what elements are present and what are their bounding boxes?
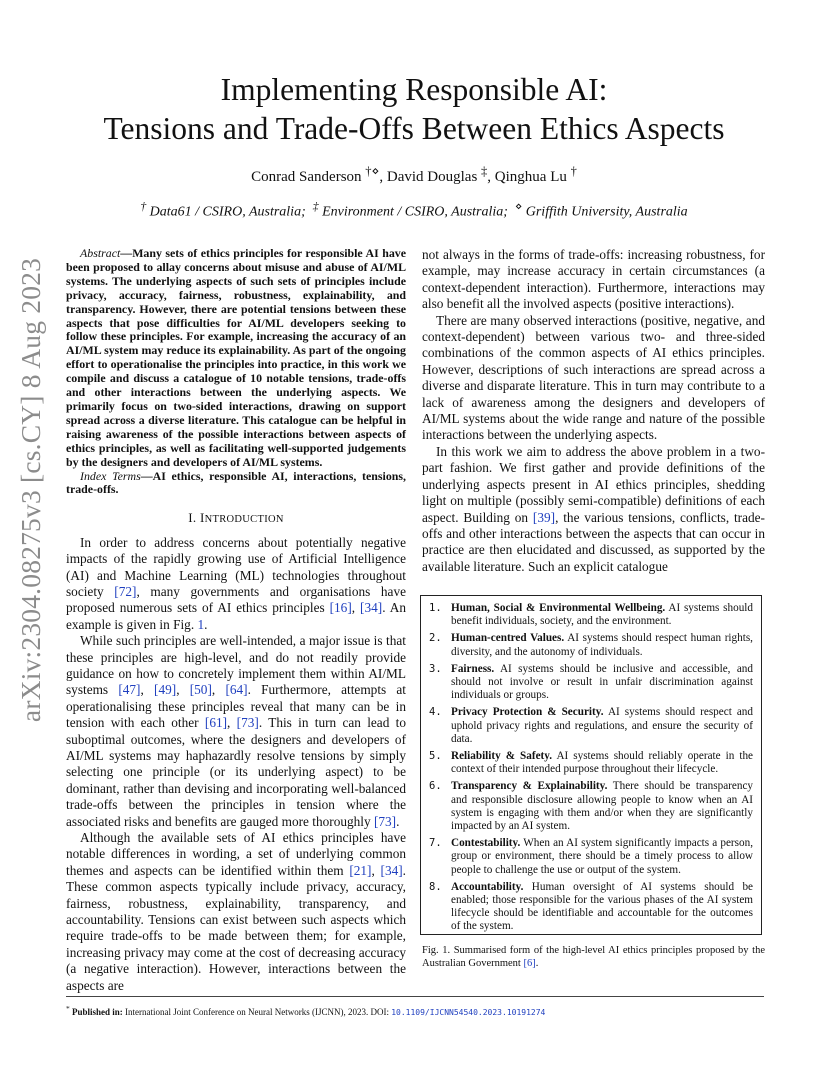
item-title: Accountability.: [451, 880, 524, 893]
item-text: AI systems should respect and uphold privacy rights and regulations, and ensure the security of data.: [451, 706, 753, 745]
principle-item: [427, 881, 753, 934]
item-number: 5.: [429, 750, 442, 763]
intro-paragraph-2: [66, 633, 406, 830]
affil-1: Data61 / CSIRO, Australia;: [149, 204, 306, 220]
text-run: ,: [140, 682, 155, 698]
figure-1-caption: [422, 945, 765, 970]
text-run: While such principles are well-intended, a major issue is that these principles are high-level, and do not readily provide guidance on how to concretely implement them within AI/ML systems: [66, 633, 406, 698]
figure-link[interactable]: 1: [197, 616, 205, 632]
citation-link[interactable]: [6]: [523, 957, 536, 969]
citation-link[interactable]: [73]: [373, 813, 397, 829]
affiliations: [60, 199, 768, 221]
footnote-rule: [66, 996, 764, 997]
intro-paragraph-1: [66, 535, 406, 633]
paper-title: [60, 70, 768, 148]
citation-link[interactable]: [16]: [329, 600, 352, 616]
principle-item: [427, 602, 753, 628]
text-run: . Furthermore, attempts at operationalising these principles reveal that many can be in tension with each other: [66, 682, 406, 731]
text-run: , many governments and organisations have proposed numerous sets of AI ethics principles: [66, 583, 406, 616]
arxiv-stamp-text: arXiv:2304.08275v3 [cs.CY] 8 Aug 2023: [15, 257, 46, 723]
item-text: AI systems should respect human rights, diversity, and the autonomy of individuals.: [451, 632, 753, 658]
item-number: 8.: [429, 880, 442, 893]
item-title: Fairness.: [451, 662, 495, 675]
section-title-first: I: [199, 510, 205, 526]
author-2-mark: ‡: [481, 164, 488, 178]
intro-paragraph-6: [422, 444, 765, 575]
item-text: Human oversight of AI systems should be enabled; those responsible for the various phases of the AI system lifecycle should be identifiable and accountable for the outcomes of the system.: [451, 880, 753, 933]
affil-2-mark: ‡: [312, 200, 319, 213]
text-run: , the various tensions, conflicts, trade-offs and other interactions between the aspects that can occur in practice are then elucidated and discussed, as supported by the available literature. Such an explicit catalogue: [422, 509, 765, 574]
principle-item: [427, 837, 753, 877]
section-title-rest: NTRODUCTION: [204, 514, 284, 526]
item-number: 1.: [429, 602, 442, 614]
item-text: AI systems should reliably operate in the context of their intended purpose throughout their lifecycle.: [451, 750, 753, 776]
arxiv-stamp: [6, 255, 56, 725]
item-title: Transparency & Explainability.: [451, 780, 608, 793]
text-run: .: [396, 813, 400, 829]
caption-end: .: [535, 957, 539, 969]
item-number: 6.: [429, 780, 442, 793]
item-title: Human, Social & Environmental Wellbeing.: [451, 602, 666, 614]
affil-3: Griffith University, Australia: [525, 204, 688, 220]
item-number: 2.: [429, 632, 442, 645]
text-run: . These common aspects typically include privacy, accuracy, fairness, robustness, explainability, transparency, and accountability. Tensions can exist between such aspects which require trade-offs to be made between them; for example, increasing privacy may come at the cost of decreasing accuracy (a negative interaction). However, interactions between the aspects are: [66, 862, 406, 993]
item-number: 7.: [429, 837, 442, 850]
text-run: ,: [227, 715, 237, 731]
author-3-mark: †: [570, 164, 577, 178]
text-run: In this work we aim to address the above problem in a two-part fashion. We first gather and provide definitions of the underlying aspects present in AI ethics principles, shedding light on multiple (possibly semi-compatible) definitions of each aspect. Building on: [422, 443, 765, 525]
text-run: ,: [176, 682, 190, 698]
author-3: Qinghua Lu: [494, 169, 567, 185]
text-run: Although the available sets of AI ethics principles have notable differences in wording, a set of underlying common themes and aspects can be identified within them: [66, 830, 406, 878]
item-title: Human-centred Values.: [451, 632, 565, 645]
text-run: ,: [371, 862, 381, 878]
section-heading: [66, 510, 406, 528]
caption-text: Summarised form of the high-level AI ethics principles proposed by the Australian Government: [422, 945, 765, 969]
affil-1-mark: †: [140, 200, 147, 213]
text-run: ,: [351, 600, 361, 616]
left-column: [66, 247, 406, 994]
citation-link[interactable]: [64]: [225, 682, 248, 698]
text-run: In order to address concerns about potentially negative impacts of the rapidly growing use of Artificial Intelligence (AI) and Machine Learning (ML) technologies throughout society: [66, 534, 406, 599]
item-text: AI systems should benefit individuals, society, and the environment.: [451, 602, 753, 628]
item-title: Contestability.: [451, 837, 521, 850]
item-number: 3.: [429, 662, 442, 675]
abstract-label: Abstract: [80, 246, 121, 260]
citation-link[interactable]: [61]: [204, 715, 228, 731]
item-text: AI systems should be inclusive and accessible, and should not involve or result in unfair discrimination against individuals or groups.: [451, 662, 753, 702]
text-run: .: [204, 616, 208, 632]
principle-item: [427, 750, 753, 776]
citation-link[interactable]: [34]: [360, 600, 383, 616]
text-run: . This in turn can lead to suboptimal outcomes, where the designers and developers of AI/ML systems may haphazardly resolve tensions by simply selecting one principle (or its underlying aspect) to be dominant, rather than devising and incorporating well-balanced trade-offs between the principles in tension where the associated risks and benefits are gauged more thoroughly: [66, 715, 406, 829]
author-1-mark: †⋄: [365, 164, 380, 178]
author-1: Conrad Sanderson: [251, 169, 362, 185]
index-terms-text: —AI ethics, responsible AI, interactions, tensions, trade-offs.: [66, 468, 406, 497]
affil-2: Environment / CSIRO, Australia;: [322, 204, 508, 220]
author-2: David Douglas: [386, 169, 478, 185]
principle-item: [427, 632, 753, 658]
title-line-2: Tensions and Trade-Offs Between Ethics Aspects: [103, 111, 725, 146]
citation-link[interactable]: [39]: [532, 509, 556, 525]
text-run: . An example is given in Fig.: [66, 600, 406, 632]
principles-list: [427, 602, 753, 934]
footnote: [66, 1004, 764, 1017]
principle-item: [427, 663, 753, 703]
footnote-mark: *: [66, 1004, 70, 1013]
right-column: [422, 247, 765, 575]
index-terms: [66, 470, 406, 498]
title-line-1: Implementing Responsible AI:: [220, 72, 608, 107]
citation-link[interactable]: [73]: [236, 715, 259, 731]
figure-1-box: [420, 595, 762, 935]
principle-item: [427, 706, 753, 746]
section-number: I.: [188, 510, 197, 526]
item-title: Privacy Protection & Security.: [451, 706, 604, 719]
item-text: There should be transparency and responsible disclosure allowing people to know when an AI system is engaging with them and/or when they are significantly impacted by an AI system.: [451, 780, 754, 833]
abstract: [66, 247, 406, 470]
citation-link[interactable]: [21]: [349, 862, 372, 878]
item-text: When an AI system significantly impacts a person, group or environment, there should be a timely process to allow people to challenge the use or output of the system.: [451, 837, 753, 876]
item-title: Reliability & Safety.: [451, 750, 553, 763]
citation-link[interactable]: [49]: [154, 682, 177, 698]
principle-item: [427, 780, 753, 833]
item-number: 4.: [429, 706, 442, 719]
citation-link[interactable]: [50]: [189, 682, 212, 698]
intro-paragraph-4: not always in the forms of trade-offs: increasing robustness, for example, may increase accuracy in certain circumstances (a context-dependent interaction). Furthermore, interactions may also benefit all the involved aspects (positive interactions).: [422, 247, 765, 312]
footnote-text: International Joint Conference on Neural Networks (IJCNN), 2023. DOI:: [122, 1007, 392, 1017]
caption-label: Fig. 1.: [422, 945, 451, 956]
intro-paragraph-5: There are many observed interactions (positive, negative, and context-dependent) between various two- and three-sided combinations of the common aspects of AI ethics principles. However, descriptions of such interactions are spread across a diverse and disparate literature. This in turn may contribute to a lack of awareness among the designers and developers of AI/ML systems about the wide range and nature of the possible interactions between the underlying aspects.: [422, 312, 765, 443]
doi-link[interactable]: 10.1109/IJCNN54540.2023.10191274: [391, 1008, 546, 1017]
text-run: ,: [211, 682, 226, 698]
citation-link[interactable]: [34]: [380, 862, 403, 878]
citation-link[interactable]: [47]: [118, 682, 141, 698]
affil-3-mark: ⋄: [514, 200, 523, 213]
author-list: Conrad Sanderson †⋄, David Douglas ‡, Qinghua Lu †: [251, 164, 577, 185]
intro-paragraph-3: [66, 830, 406, 994]
footnote-label: Published in:: [72, 1007, 123, 1017]
citation-link[interactable]: [72]: [114, 583, 137, 599]
index-terms-label: Index Terms: [80, 468, 141, 483]
abstract-text: —Many sets of ethics principles for responsible AI have been proposed to allay concerns about misuse and abuse of AI/ML systems. The underlying aspects of such sets of principles include privacy, accuracy, fairness, robustness, explainability, and transparency. However, there are potential tensions between these aspects that pose difficulties for AI/ML developers seeking to follow these principles. For example, increasing the accuracy of an AI/ML system may reduce its explainability. As part of the ongoing effort to operationalise the principles into practice, in this work we compile and discuss a catalogue of 10 notable tensions, trade-offs and other interactions between the underlying aspects. We primarily focus on two-sided interactions, drawing on support spread across a diverse literature. This catalogue can be helpful in raising awareness of the possible interactions between aspects of ethics principles, as well as facilitating well-supported judgements by the designers and developers of AI/ML systems.: [66, 246, 406, 469]
